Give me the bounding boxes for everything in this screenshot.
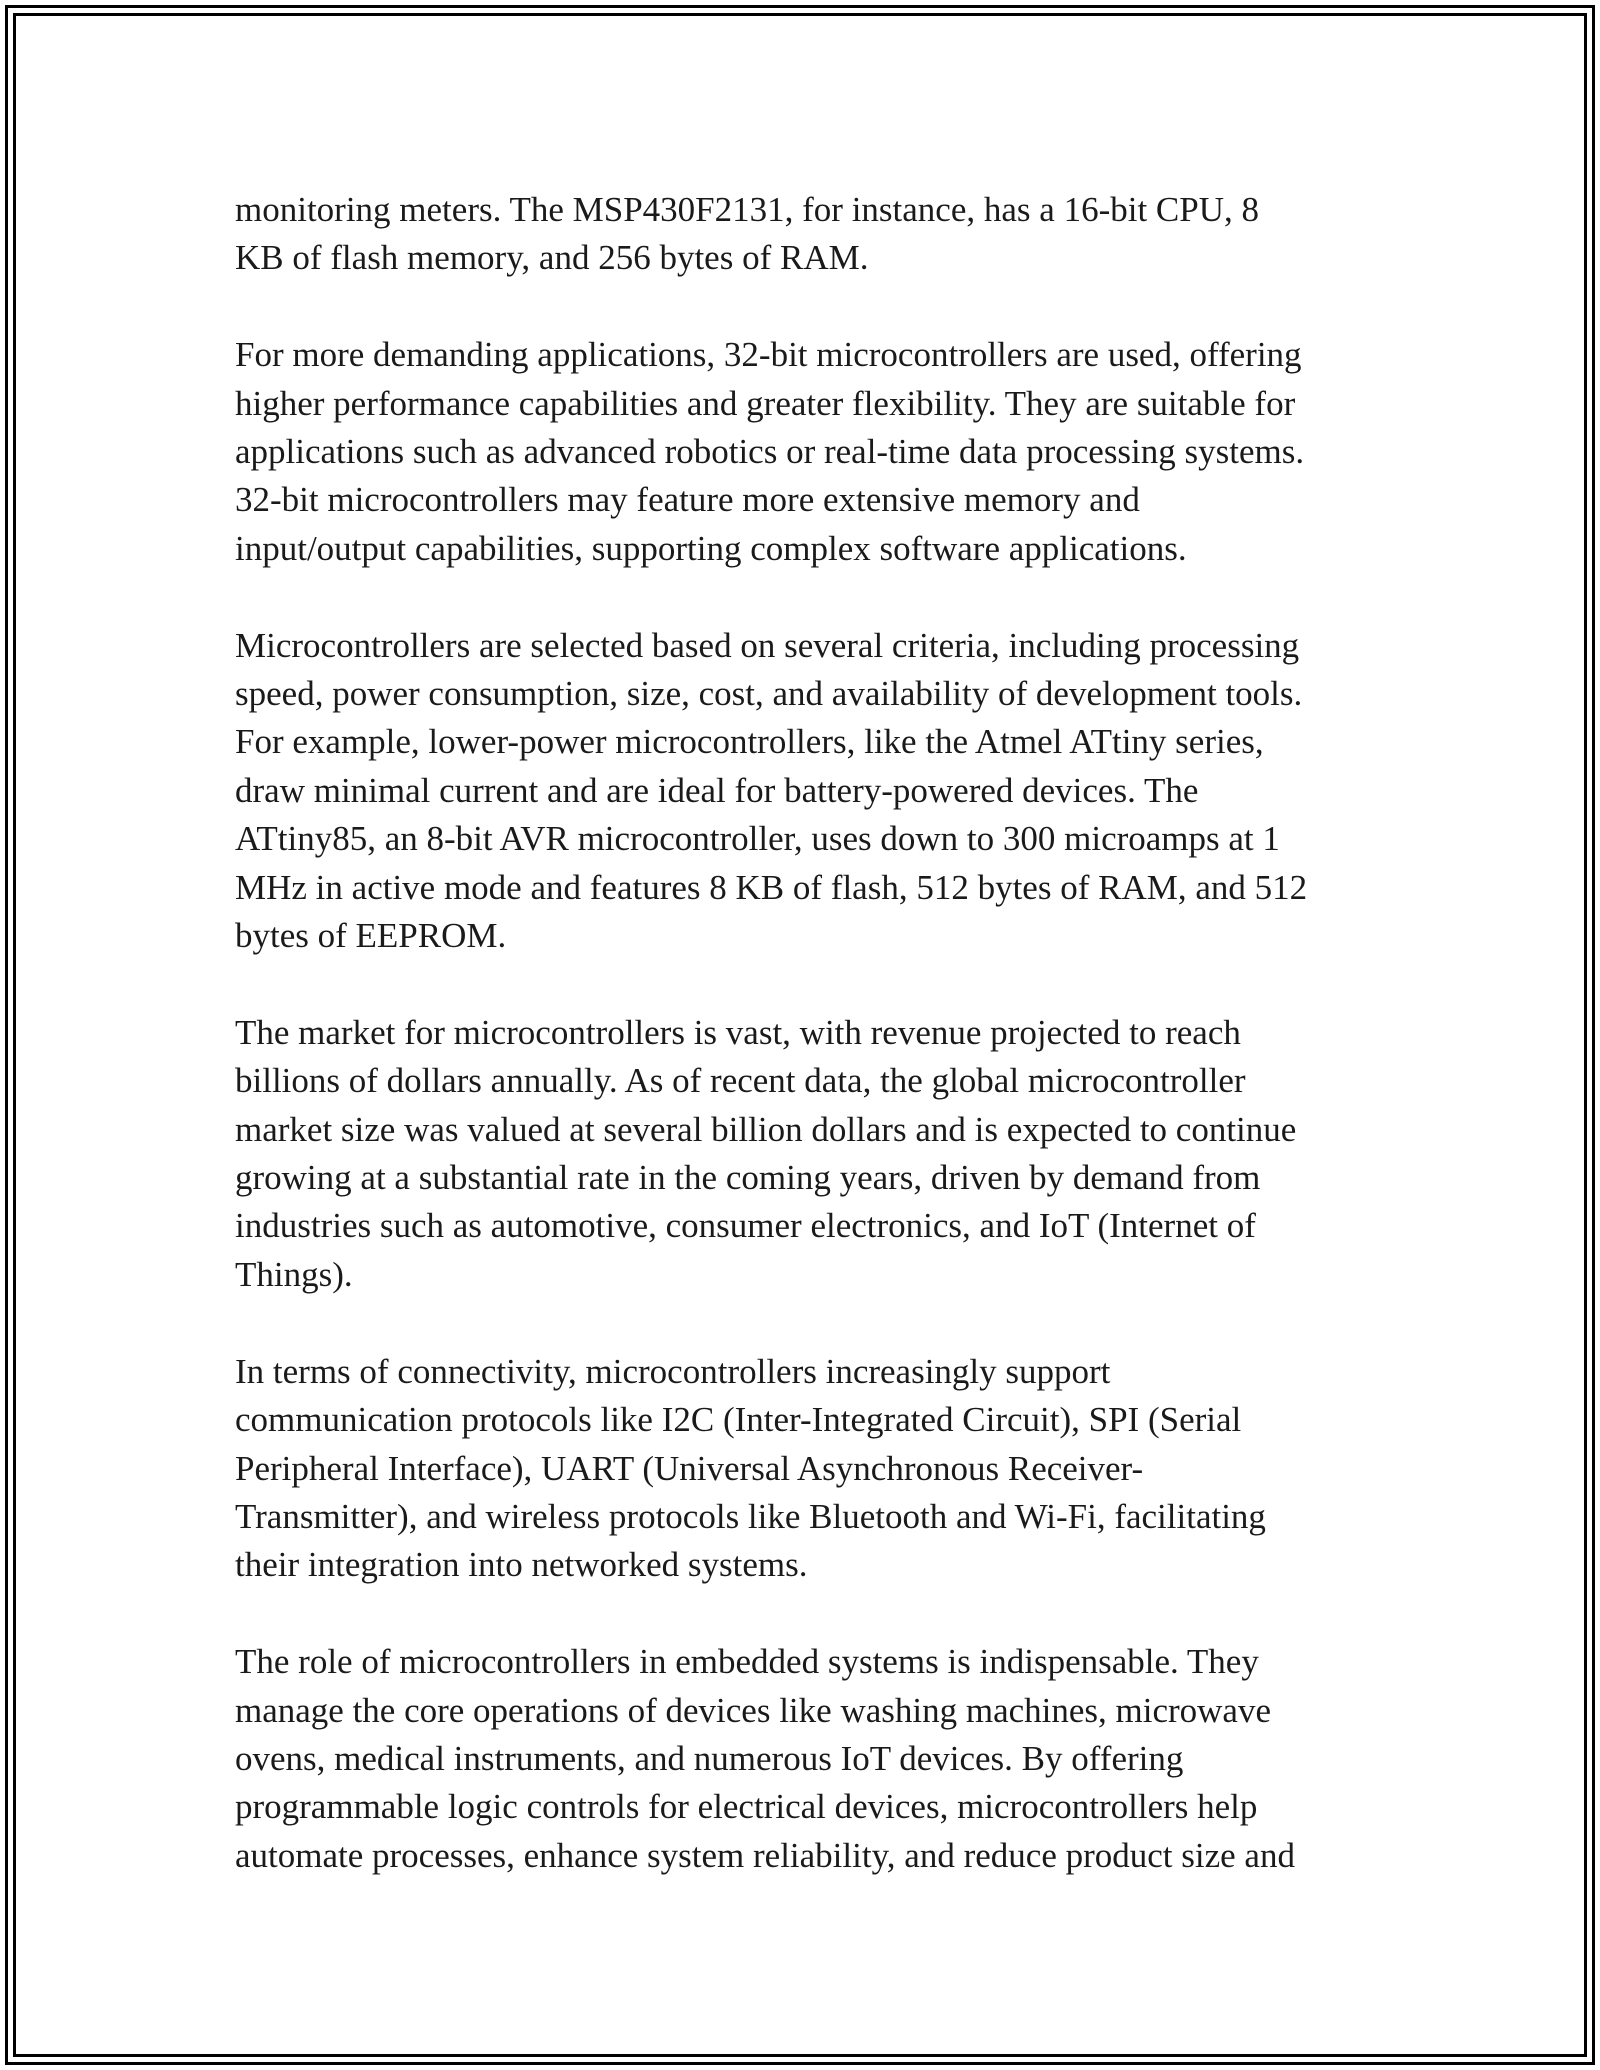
text-line: ovens, medical instruments, and numerous IoT devices. By offering bbox=[235, 1738, 1184, 1778]
paragraph-32bit bbox=[235, 331, 1365, 573]
text-line: manage the core operations of devices like washing machines, microwave bbox=[235, 1690, 1272, 1730]
text-line: automate processes, enhance system reliability, and reduce product size and bbox=[235, 1835, 1295, 1875]
text-line: speed, power consumption, size, cost, and availability of development tools. bbox=[235, 674, 1303, 714]
paragraph-embedded-role bbox=[235, 1638, 1365, 1880]
text-line: programmable logic controls for electrical devices, microcontrollers help bbox=[235, 1787, 1258, 1827]
text-line: Microcontrollers are selected based on several criteria, including processing bbox=[235, 625, 1300, 665]
text-line: market size was valued at several billion dollars and is expected to continue bbox=[235, 1109, 1297, 1149]
text-line: bytes of EEPROM. bbox=[235, 916, 507, 956]
text-line: KB of flash memory, and 256 bytes of RAM. bbox=[235, 238, 869, 278]
text-line: billions of dollars annually. As of recent data, the global microcontroller bbox=[235, 1061, 1246, 1101]
text-line: ATtiny85, an 8-bit AVR microcontroller, uses down to 300 microamps at 1 bbox=[235, 819, 1280, 859]
text-line: Peripheral Interface), UART (Universal Asynchronous Receiver- bbox=[235, 1448, 1144, 1488]
text-line: monitoring meters. The MSP430F2131, for instance, has a 16-bit CPU, 8 bbox=[235, 190, 1260, 229]
text-line: their integration into networked systems. bbox=[235, 1545, 808, 1585]
paragraph-market bbox=[235, 1009, 1365, 1299]
text-line: input/output capabilities, supporting complex software applications. bbox=[235, 528, 1187, 568]
text-line: For example, lower-power microcontrollers, like the Atmel ATtiny series, bbox=[235, 722, 1264, 762]
paragraph-msp430 bbox=[235, 186, 1365, 283]
document-body bbox=[235, 186, 1365, 1929]
text-line: The role of microcontrollers in embedded systems is indispensable. They bbox=[235, 1642, 1259, 1682]
paragraph-connectivity bbox=[235, 1348, 1365, 1590]
text-line: draw minimal current and are ideal for battery-powered devices. The bbox=[235, 770, 1199, 810]
text-line: applications such as advanced robotics or real-time data processing systems. bbox=[235, 432, 1305, 472]
text-line: The market for microcontrollers is vast, with revenue projected to reach bbox=[235, 1012, 1241, 1052]
text-line: Things). bbox=[235, 1254, 353, 1294]
text-line: growing at a substantial rate in the coming years, driven by demand from bbox=[235, 1158, 1261, 1198]
text-line: 32-bit microcontrollers may feature more extensive memory and bbox=[235, 480, 1140, 520]
paragraph-selection-criteria bbox=[235, 622, 1365, 961]
text-line: industries such as automotive, consumer electronics, and IoT (Internet of bbox=[235, 1206, 1256, 1246]
text-line: For more demanding applications, 32-bit microcontrollers are used, offering bbox=[235, 335, 1302, 375]
text-line: Transmitter), and wireless protocols like Bluetooth and Wi-Fi, facilitating bbox=[235, 1496, 1266, 1536]
text-line: MHz in active mode and features 8 KB of flash, 512 bytes of RAM, and 512 bbox=[235, 867, 1308, 907]
text-line: higher performance capabilities and greater flexibility. They are suitable for bbox=[235, 383, 1296, 423]
text-line: communication protocols like I2C (Inter-Integrated Circuit), SPI (Serial bbox=[235, 1400, 1242, 1440]
text-line: In terms of connectivity, microcontrollers increasingly support bbox=[235, 1351, 1111, 1391]
